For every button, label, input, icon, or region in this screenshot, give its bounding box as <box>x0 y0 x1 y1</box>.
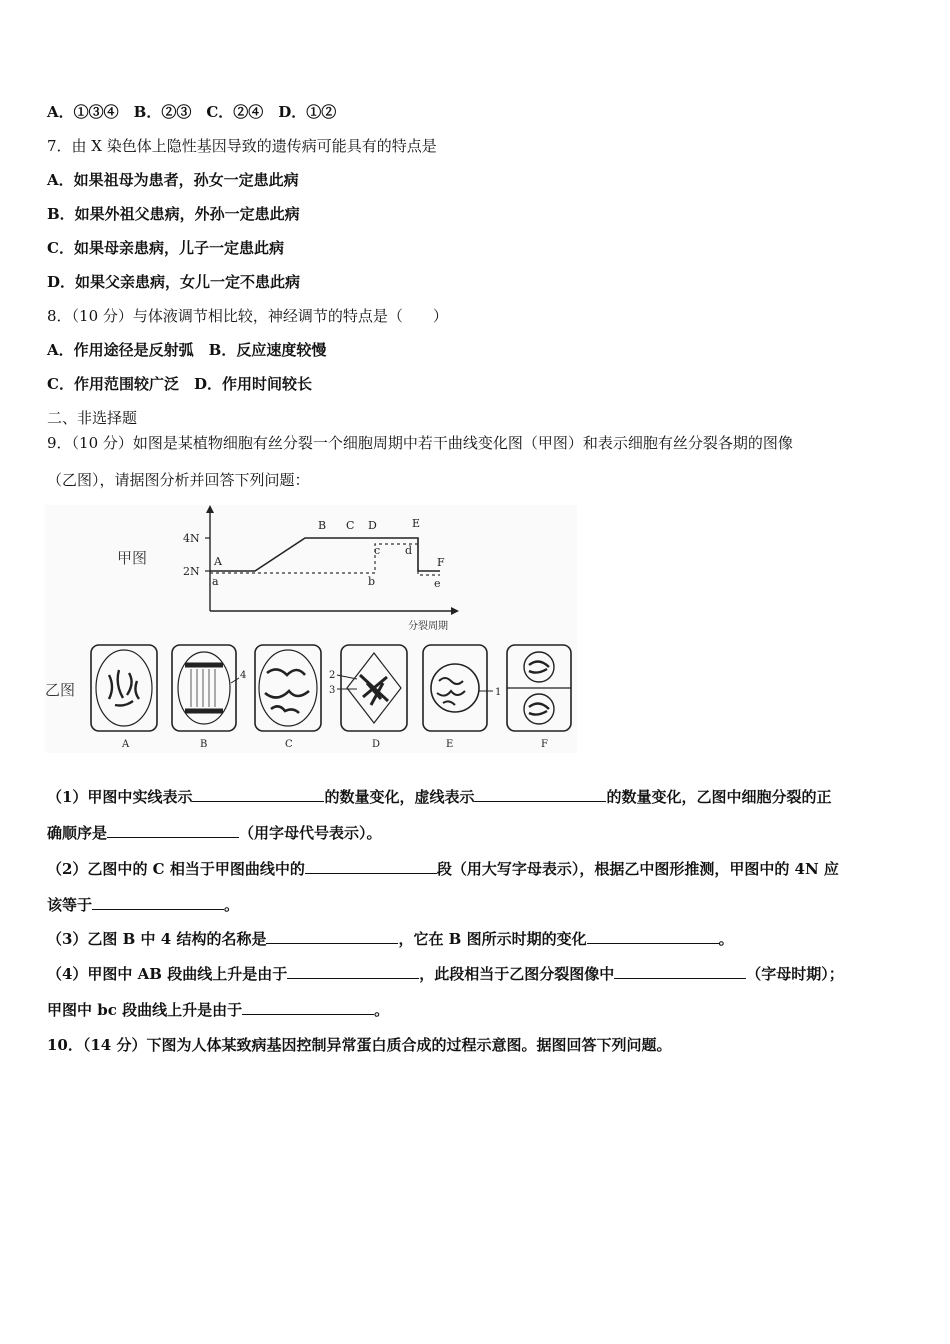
structure-1: 1 <box>495 687 502 698</box>
text: ，此段相当于乙图分裂图像中 <box>419 965 615 983</box>
text: 的数量变化，虚线表示 <box>324 788 475 806</box>
q8-options-cd: C．作用范围较广泛 D．作用时间较长 <box>47 375 312 393</box>
point-A: A <box>214 555 222 568</box>
structure-4: 4 <box>240 670 247 681</box>
point-a: a <box>212 575 219 588</box>
text: 该等于 <box>47 896 93 914</box>
answer-blank[interactable] <box>266 929 398 944</box>
text: 确顺序是 <box>47 824 108 842</box>
cell-cycle-figure <box>45 505 577 753</box>
jia-label: 甲图 <box>117 549 148 567</box>
cell-label-E: E <box>446 739 454 750</box>
text: （1）甲图中实线表示 <box>47 788 193 806</box>
x-axis-label: 分裂周期 <box>408 621 448 632</box>
answer-blank[interactable] <box>242 1000 374 1015</box>
q7-stem: 7．由 X 染色体上隐性基因导致的遗传病可能具有的特点是 <box>47 137 437 155</box>
q9-part1-line2 <box>47 823 382 843</box>
q7-option-b: B．如果外祖父患病，外孙一定患此病 <box>47 205 300 223</box>
q9-part1-line1 <box>47 787 831 807</box>
answer-blank[interactable] <box>107 823 239 838</box>
point-d: d <box>405 544 413 557</box>
text: （3）乙图 B 中 4 结构的名称是 <box>47 930 267 948</box>
answer-blank[interactable] <box>587 929 719 944</box>
text: （2）乙图中的 C 相当于甲图曲线中的 <box>47 860 305 878</box>
cell-label-B: B <box>200 739 208 750</box>
text: 。 <box>718 930 734 948</box>
y-tick-4n: 4N <box>183 532 200 545</box>
q9-stem-line1: 9．（10 分）如图是某植物细胞有丝分裂一个细胞周期中若干曲线变化图（甲图）和表示细胞有丝分裂各期的图像 <box>47 434 793 452</box>
answer-blank[interactable] <box>287 964 419 979</box>
answer-blank[interactable] <box>305 859 437 874</box>
text: 段（用大写字母表示），根据乙中图形推测，甲图中的 4N 应 <box>436 860 839 878</box>
point-E: E <box>412 517 421 530</box>
answer-blank[interactable] <box>474 787 606 802</box>
text: 的数量变化，乙图中细胞分裂的正 <box>606 788 832 806</box>
yi-label: 乙图 <box>45 681 76 699</box>
answer-blank[interactable] <box>92 895 224 910</box>
cell-label-D: D <box>372 739 381 750</box>
q9-part4-line1 <box>47 964 844 984</box>
point-b: b <box>368 575 376 588</box>
q8-stem: 8．（10 分）与体液调节相比较，神经调节的特点是（ ） <box>47 307 448 325</box>
point-B: B <box>318 519 327 532</box>
q7-option-d: D．如果父亲患病，女儿一定不患此病 <box>47 273 301 291</box>
text: 甲图中 bc 段曲线上升是由于 <box>47 1001 243 1019</box>
point-F: F <box>437 556 445 569</box>
q9-part4-line2 <box>47 1000 389 1020</box>
section-heading: 二、非选择题 <box>47 409 138 427</box>
point-c: c <box>374 544 381 557</box>
point-D: D <box>368 519 377 532</box>
text: 。 <box>374 1001 390 1019</box>
point-e: e <box>434 577 441 590</box>
q8-options-ab: A．作用途径是反射弧 B．反应速度较慢 <box>47 341 327 359</box>
structure-3: 3 <box>329 685 336 696</box>
q9-part2-line1 <box>47 859 839 879</box>
structure-2: 2 <box>329 670 336 681</box>
answer-blank[interactable] <box>192 787 324 802</box>
answer-blank[interactable] <box>614 964 746 979</box>
text: 。 <box>224 896 240 914</box>
text: （4）甲图中 AB 段曲线上升是由于 <box>47 965 288 983</box>
q6-options: A．①③④ B．②③ C．②④ D．①② <box>47 103 337 121</box>
text: ，它在 B 图所示时期的变化 <box>398 930 587 948</box>
cell-label-A: A <box>122 739 130 750</box>
cell-label-F: F <box>541 739 548 750</box>
q9-stem-line2: （乙图），请据图分析并回答下列问题： <box>47 471 310 489</box>
q9-part3 <box>47 929 734 949</box>
text: （字母时期）； <box>746 965 844 983</box>
q9-part2-line2 <box>47 895 239 915</box>
y-tick-2n: 2N <box>183 565 200 578</box>
q10-stem: 10．（14 分）下图为人体某致病基因控制异常蛋白质合成的过程示意图。据图回答下列问题。 <box>47 1036 672 1054</box>
text: （用字母代号表示）。 <box>239 824 382 842</box>
q7-option-a: A．如果祖母为患者，孙女一定患此病 <box>47 171 299 189</box>
cell-label-C: C <box>285 739 293 750</box>
point-C: C <box>346 519 355 532</box>
q7-option-c: C．如果母亲患病，儿子一定患此病 <box>47 239 284 257</box>
